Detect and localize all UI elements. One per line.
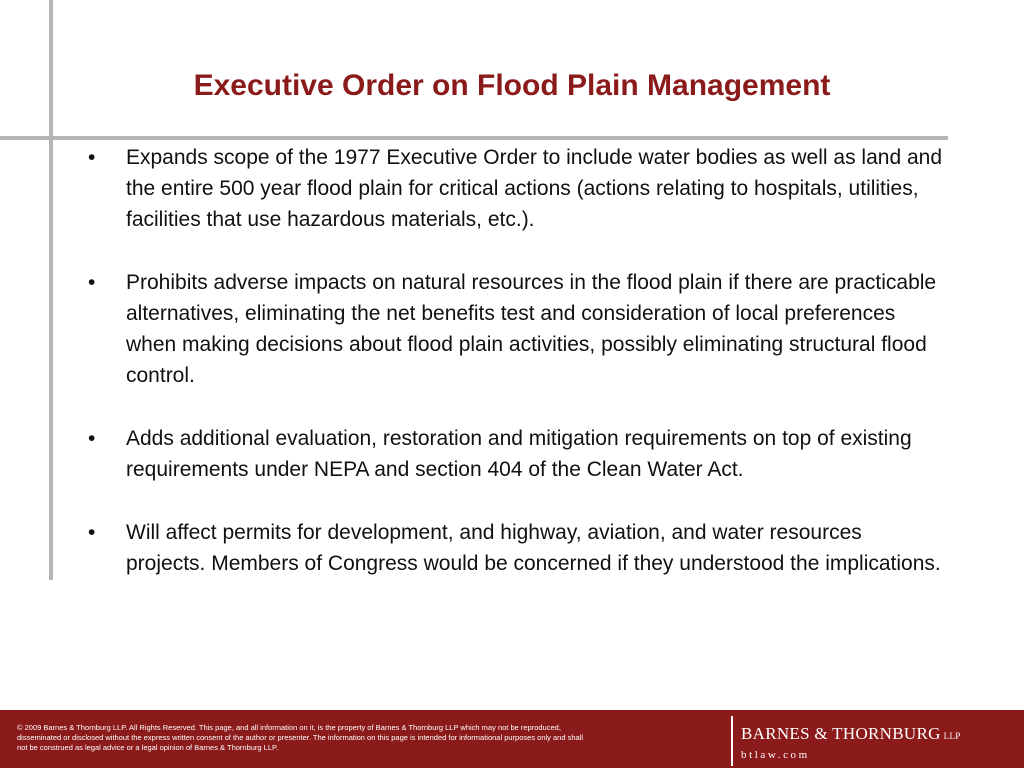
bullet-list (88, 142, 943, 579)
bullet-item (88, 517, 943, 579)
bullet-marker: • (88, 521, 96, 544)
bullet-item (88, 423, 943, 485)
slide-title: Executive Order on Flood Plain Management (193, 69, 831, 103)
firm-website: btlaw.com (741, 749, 810, 761)
horizontal-rule (0, 136, 948, 140)
bullet-item (88, 142, 943, 235)
footer-bar (0, 710, 1024, 768)
bullet-marker: • (88, 271, 96, 294)
legal-line: © 2009 Barnes & Thornburg LLP. All Rights Reserved. This page, and all information on it, is the property of Barnes & Thornburg LLP which may not be reproduced, (17, 723, 561, 732)
bullet-text: Will affect permits for development, and highway, aviation, and water resources projects. Members of Congress would be concerned if they understood the implications. (126, 521, 941, 575)
bullet-marker: • (88, 427, 96, 450)
legal-line: not be construed as legal advice or a legal opinion of Barnes & Thornburg LLP. (17, 743, 279, 752)
bullet-text: Adds additional evaluation, restoration and mitigation requirements on top of existing requirements under NEPA and section 404 of the Clean Water Act. (126, 427, 912, 481)
legal-line: disseminated or disclosed without the express written consent of the author or presenter. The information on this page is intended for informational purposes only and shall (17, 733, 584, 742)
bullet-text: Prohibits adverse impacts on natural resources in the flood plain if there are practicable alternatives, eliminating the net benefits test and consideration of local preferences when making decisions about flood plain activities, possibly eliminating structural flood control. (126, 271, 937, 387)
bullet-marker: • (88, 146, 96, 169)
bullet-text: Expands scope of the 1977 Executive Order to include water bodies as well as land and the entire 500 year flood plain for critical actions (actions relating to hospitals, utilities, facilities that use hazardous materials, etc.). (126, 146, 942, 231)
firm-name: BARNES & THORNBURG (741, 724, 941, 743)
firm-suffix: LLP (943, 731, 961, 741)
firm-logo (741, 724, 961, 744)
footer-divider (731, 716, 733, 766)
legal-notice (17, 723, 707, 753)
bullet-item (88, 267, 943, 391)
